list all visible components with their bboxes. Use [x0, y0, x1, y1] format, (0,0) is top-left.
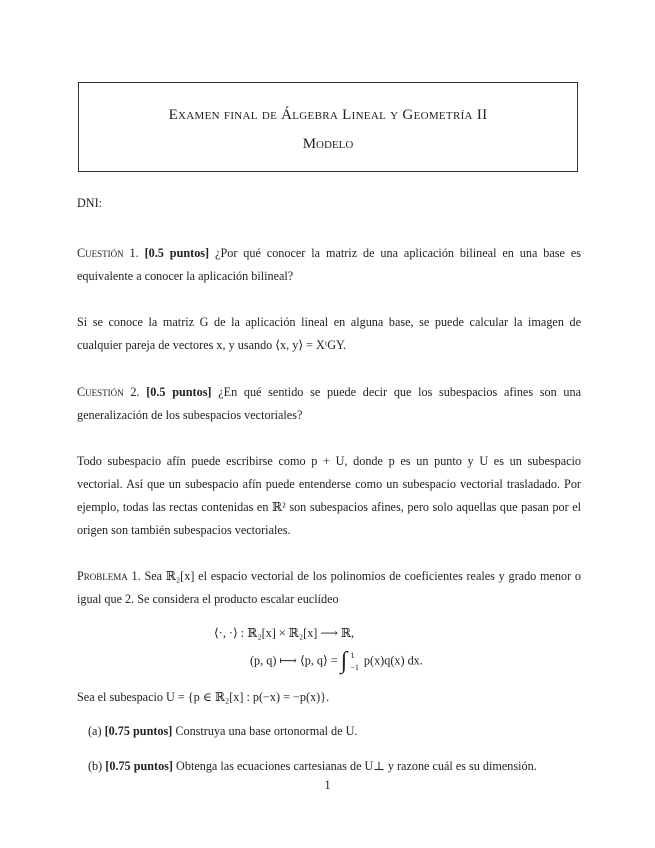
item-b	[88, 755, 583, 778]
item-b-text: Obtenga las ecuaciones cartesianas de U⊥ y razone cuál es su dimensión.	[176, 759, 537, 773]
equation-line-1: ⟨·, ·⟩ : ℝ₂[x] × ℝ₂[x] ⟶ ℝ,	[214, 626, 355, 640]
item-a-label: (a)	[88, 724, 102, 738]
item-a	[88, 720, 583, 743]
integral-lower-limit: −1	[350, 662, 359, 672]
exam-title: Examen final de Álgebra Lineal y Geometría II	[168, 107, 488, 123]
question-1-label: Cuestión 1.	[77, 246, 139, 260]
integrand: p(x)q(x) dx.	[363, 653, 423, 668]
page-number: 1	[324, 778, 331, 792]
title-box	[78, 82, 578, 172]
question-2-points: [0.5 puntos]	[146, 385, 212, 399]
exam-subtitle: Modelo	[302, 136, 354, 152]
problem-1	[77, 565, 581, 611]
equation-line-2	[250, 648, 423, 675]
problem-1-statement: Sea ℝ₂[x] el espacio vectorial de los polinomios de coeficientes reales y grado menor o igual que 2. Se considera el producto escalar euclídeo	[77, 569, 582, 606]
question-1-points: [0.5 puntos]	[144, 246, 210, 260]
item-a-text: Construya una base ortonormal de U.	[175, 724, 358, 738]
item-b-points: [0.75 puntos]	[105, 759, 173, 773]
answer-2: Todo subespacio afín puede escribirse como p + U, donde p es un punto y U es un subespacio vectorial. Así que un subespacio afín puede entenderse como un subespacio vectorial trasladado. Por ejemplo, todas las rectas contenidas en ℝ² son subespacios afines, pero solo aquellas que pasan por el origen son también subespacios vectoriales.	[77, 454, 581, 537]
integral-sign: ∫	[340, 648, 348, 674]
problem-1-label: Problema 1.	[77, 569, 141, 583]
dni-label: DNI:	[77, 196, 103, 210]
question-2	[77, 381, 581, 427]
answer-1: Si se conoce la matriz G de la aplicación lineal en alguna base, se puede calcular la imagen de cualquier pareja de vectores x, y usando ⟨x, y⟩ = XᵗGY.	[77, 315, 581, 352]
item-a-points: [0.75 puntos]	[104, 724, 173, 738]
integral-upper-limit: 1	[350, 650, 355, 660]
question-1-text: ¿Por qué conocer la matriz de una aplicación bilineal en una base es equivalente a conocer la aplicación bilineal?	[77, 246, 582, 283]
subspace-definition: Sea el subespacio U = {p ∈ ℝ₂[x] : p(−x) = −p(x)}.	[77, 690, 330, 704]
question-1	[77, 242, 581, 288]
equation-map: (p, q) ⟼ ⟨p, q⟩ =	[250, 653, 338, 668]
question-2-label: Cuestión 2.	[77, 385, 140, 399]
question-2-text: ¿En qué sentido se puede decir que los subespacios afines son una generalización de los subespacios vectoriales?	[77, 385, 582, 422]
item-b-label: (b)	[88, 759, 103, 773]
